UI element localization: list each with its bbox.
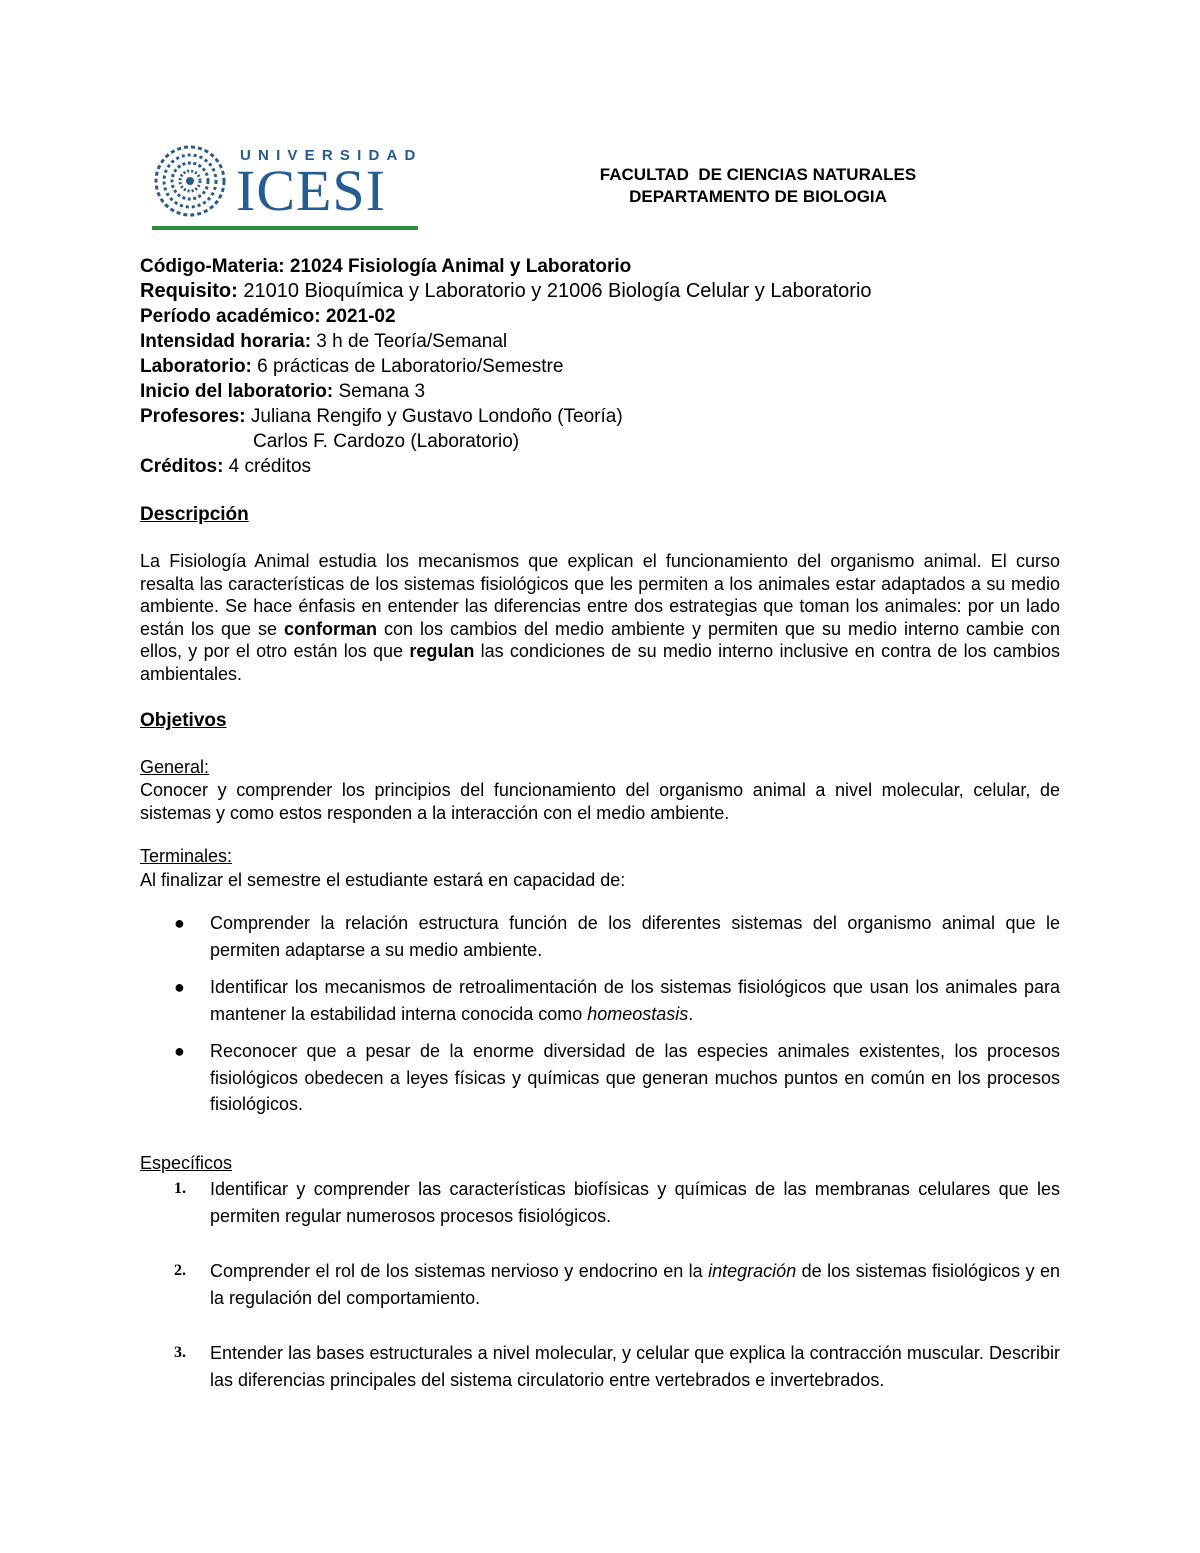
- specific-label: Específicos: [140, 1153, 233, 1173]
- terminal-intro: Al finalizar el semestre el estudiante estará en capacidad de:: [140, 870, 626, 890]
- professors: Profesores: Juliana Rengifo y Gustavo Londoño (Teoría): [140, 406, 623, 427]
- lab-start: Inicio del laboratorio: Semana 3: [140, 381, 426, 402]
- list-item: 2. Comprender el rol de los sistemas nervioso y endocrino en la integración de los sistemas fisiológicos y en la regulación del comportamiento.: [174, 1261, 1060, 1308]
- academic-period: Período académico: 2021-02: [140, 306, 396, 327]
- laboratory: Laboratorio: 6 prácticas de Laboratorio/Semestre: [140, 356, 564, 377]
- description-text: La Fisiología Animal estudia los mecanismos que explican el funcionamiento del organismo animal. El curso resalta las características de los sistemas fisiológicos que les permiten a los animales estar adaptados a su medio ambiente. Se hace énfasis en entender las diferencias entre dos estrategias que toman los animales: por un lado están los que se conforman con los cambios del medio ambiente y permiten que su medio interno cambie con ellos, y por el otro están los que regulan las condiciones de su medio interno inclusive en contra de los cambios ambientales.: [140, 551, 1060, 684]
- professors-lab: Carlos F. Cardozo (Laboratorio): [253, 431, 520, 452]
- course-code: Código-Materia: 21024 Fisiología Animal y Laboratorio: [140, 256, 632, 277]
- faculty-name: FACULTAD DE CIENCIAS NATURALES: [599, 165, 917, 184]
- bullet-icon: ●: [174, 977, 185, 997]
- terminal-objectives-list: [140, 910, 1060, 1118]
- department-name: DEPARTAMENTO DE BIOLOGIA: [629, 187, 887, 206]
- objectives-heading: Objetivos: [140, 710, 227, 731]
- list-item: ● Identificar los mecanismos de retroalimentación de los sistemas fisiológicos que usan los animales para mantener la estabilidad interna conocida como homeostasis.: [140, 974, 1060, 1027]
- bullet-icon: ●: [174, 913, 185, 933]
- faculty-header: [576, 164, 940, 208]
- list-item: ● Comprender la relación estructura función de los diferentes sistemas del organismo animal que le permiten adaptarse a su medio ambiente.: [140, 910, 1060, 963]
- course-info: [140, 254, 1080, 479]
- logo-name: ICESI: [236, 158, 386, 223]
- general-label: General:: [140, 757, 210, 777]
- logo-top-text: UNIVERSIDAD: [240, 147, 423, 164]
- list-item: 1. Identificar y comprender las características biofísicas y químicas de las membranas celulares que les permiten regular numerosos procesos fisiológicos.: [174, 1179, 1060, 1226]
- general-objective: Conocer y comprender los principios del funcionamiento del organismo animal a nivel molecular, celular, de sistemas y como estos responden a la interacción con el medio ambiente.: [140, 780, 1060, 823]
- specific-objectives-list: [140, 1176, 1060, 1393]
- terminal-label: Terminales:: [140, 846, 233, 866]
- bullet-icon: ●: [174, 1041, 185, 1061]
- hourly-intensity: Intensidad horaria: 3 h de Teoría/Semanal: [140, 331, 508, 352]
- credits: Créditos: 4 créditos: [140, 456, 312, 477]
- description-heading: Descripción: [140, 504, 249, 525]
- university-seal-icon: [152, 143, 228, 219]
- prerequisite: Requisito: 21010 Bioquímica y Laboratorio y 21006 Biología Celular y Laboratorio: [140, 280, 872, 302]
- logo-underline: [152, 226, 418, 230]
- list-item: 3. Entender las bases estructurales a nivel molecular, y celular que explica la contracción muscular. Describir las diferencias principales del sistema circulatorio entre vertebrados e invertebrados.: [174, 1343, 1060, 1390]
- list-item: ● Reconocer que a pesar de la enorme diversidad de las especies animales existentes, los procesos fisiológicos obedecen a leyes físicas y químicas que generan muchos puntos en común en los procesos fisiológicos.: [140, 1038, 1060, 1118]
- university-logo: [152, 143, 422, 233]
